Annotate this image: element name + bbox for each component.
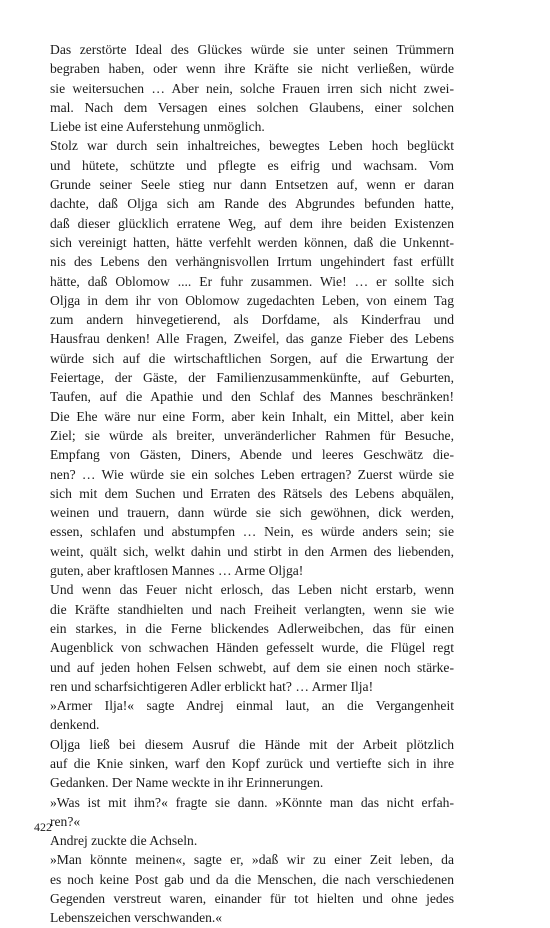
text-line: Oljga ließ bei diesem Ausruf die Hände mit der Arbeit plötzlich — [50, 736, 454, 752]
text-line: sie weitersuchen … Aber nein, solche Frauen irren sich nicht zwei- — [50, 80, 454, 96]
text-line: nen? … Wie würde sie ein solches Leben ertragen? Zuerst würde sie — [50, 466, 454, 482]
text-line: »Was ist mit ihm?« fragte sie dann. »Könnte man das nicht erfah- — [50, 794, 454, 810]
text-line: Die Ehe wäre nur eine Form, aber kein Inhalt, ein Mittel, aber kein — [50, 408, 454, 424]
text-line: Gegenden verstreut waren, einander für tot hielten und ohne jedes — [50, 891, 454, 907]
text-line: Und wenn das Feuer nicht erlosch, das Leben nicht erstarb, wenn — [50, 582, 454, 598]
text-line: Oljga in dem ihr von Oblomow zugedachten Leben, von einem Tag — [50, 292, 454, 308]
text-line: würde sich auf die wirtschaftlichen Sorgen, auf die Erwartung der — [50, 350, 454, 366]
text-line: weint, quält sich, welkt dahin und stirbt in den Armen des liebenden, — [50, 543, 454, 559]
book-text — [34, 40, 454, 928]
paragraph — [34, 136, 454, 580]
text-line: Feiertage, der Gäste, der Familienzusammenkünfte, auf Geburten, — [50, 370, 454, 386]
text-line: die Kräfte standhielten und nach Freiheit verlangten, wenn sie wie — [50, 601, 454, 617]
text-line: und hütete, schützte und pflegte es eifrig und wachsam. Vom — [50, 157, 454, 173]
text-line: mal. Nach dem Versagen eines solchen Glaubens, einer solchen — [50, 99, 454, 115]
text-line: ren?« — [50, 813, 81, 829]
paragraph — [34, 793, 454, 832]
text-line: Grunde seiner Seele stieg nur dann Entsetzen auf, wenn er daran — [50, 177, 454, 193]
text-line: Gedanken. Der Name weckte in ihr Erinnerungen. — [50, 775, 324, 791]
text-line: Andrej zuckte die Achseln. — [50, 833, 198, 849]
text-line: »Man könnte meinen«, sagte er, »daß wir zu einer Zeit leben, da — [50, 852, 454, 868]
text-line: nis des Lebens den verhängnisvollen Irrtum ungehindert fast erfüllt — [50, 254, 454, 270]
text-line: weinen und trauern, dann würde sie sich gewöhnen, dick werden, — [50, 505, 454, 521]
paragraph — [34, 831, 454, 850]
text-line: sich mit dem Suchen und Erraten des Rätsels des Lebens abquälen, — [50, 485, 454, 501]
text-line: sich vereinigt hatten, hätte verfehlt werden können, daß die Unkennt- — [50, 234, 454, 250]
text-line: Das zerstörte Ideal des Glückes würde sie unter seinen Trümmern — [50, 42, 454, 57]
text-line: Empfang von Gästen, Diners, Abende und leeres Geschwätz die- — [50, 447, 454, 463]
page-number: 422 — [34, 820, 52, 834]
text-line: Lebenszeichen verschwanden.« — [50, 910, 223, 926]
text-line: zum andern hinvegetierend, als Dorfdame, als Kinderfrau und — [50, 312, 454, 328]
paragraph — [34, 580, 454, 696]
text-line: daß dieser glücklich erratene Weg, auf dem ihre beiden Existenzen — [50, 215, 454, 231]
text-line: auf die Knie sinken, warf den Kopf zurück und vertiefte sich in ihre — [50, 755, 454, 771]
paragraph — [34, 696, 454, 735]
text-line: begraben haben, oder wenn ihre Kräfte sie nicht verließen, würde — [50, 61, 454, 77]
text-line: Ziel; sie würde als breiter, unveränderlicher Rahmen für Besuche, — [50, 427, 454, 443]
text-line: »Armer Ilja!« sagte Andrej einmal laut, an die Vergangenheit — [50, 698, 454, 714]
text-line: Augenblick von schwachen Händen gefesselt wurde, die Flügel regt — [50, 640, 454, 656]
paragraph — [34, 850, 454, 927]
paragraph — [34, 40, 454, 136]
text-line: und auf jeden hohen Felsen schwebt, auf dem sie einen noch stärke- — [50, 659, 454, 675]
text-line: Stolz war durch sein inhaltreiches, bewegtes Leben hoch beglückt — [50, 138, 454, 154]
text-line: Liebe ist eine Auferstehung unmöglich. — [50, 119, 265, 135]
text-line: Hausfrau denken! Alle Fragen, Zweifel, das ganze Fieber des Lebens — [50, 331, 454, 347]
text-line: Taufen, auf die Apathie und den Schlaf des Mannes beschränken! — [50, 389, 454, 405]
text-line: dachte, daß Oljga sich am Rande des Abgrundes befunden hatte, — [50, 196, 454, 212]
text-line: ren und scharfsichtigeren Adler erblickt hat? … Armer Ilja! — [50, 678, 374, 694]
text-line: guten, aber kraftlosen Mannes … Arme Oljga! — [50, 563, 304, 579]
text-line: ein starkes, in die Ferne blickendes Adlerweibchen, das für einen — [50, 620, 454, 636]
text-line: essen, schlafen und abstumpfen … Nein, es würde anders sein; sie — [50, 524, 454, 540]
paragraph — [34, 735, 454, 793]
text-line: denkend. — [50, 717, 100, 733]
text-line: es noch keine Post gab und da die Menschen, die nach verschiedenen — [50, 871, 454, 887]
text-line: hätte, daß Oblomow .... Er fuhr zusammen. Wie! … er sollte sich — [50, 273, 454, 289]
